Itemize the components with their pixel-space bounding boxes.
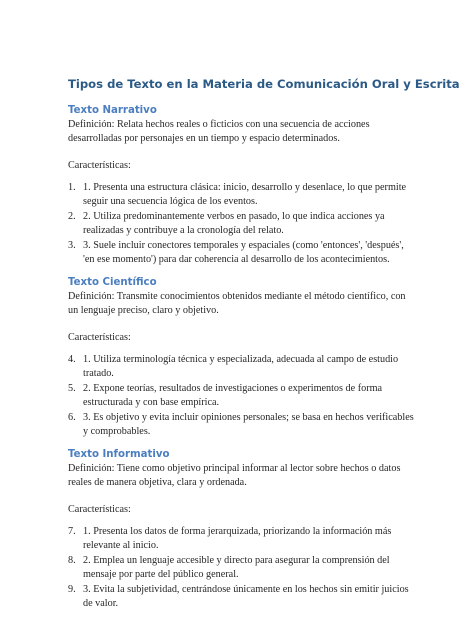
list-item [68, 181, 414, 209]
list-item-number: 2. [68, 211, 76, 222]
list-item-number: 9. [68, 584, 76, 595]
characteristics-label: Características: [68, 160, 131, 171]
section-heading: Texto Informativo [68, 449, 170, 460]
characteristics-list [68, 525, 414, 611]
section-heading: Texto Científico [68, 277, 157, 288]
document-content [68, 76, 460, 619]
section-texto-narrativo [68, 103, 414, 267]
list-item-text: 3. Es objetivo y evita incluir opiniones personales; se basa en hechos verificables y comprobables. [83, 412, 414, 437]
list-item [68, 554, 414, 582]
list-item [68, 239, 414, 267]
characteristics-label: Características: [68, 332, 131, 343]
list-item [68, 382, 414, 410]
document-title: Tipos de Texto en la Materia de Comunicación Oral y Escrita [68, 77, 460, 91]
list-item-text: 2. Utiliza predominantemente verbos en pasado, lo que indica acciones ya realizadas y contribuye a la cronología del relato. [83, 211, 385, 236]
list-item-number: 4. [68, 354, 76, 365]
section-definition: Definición: Tiene como objetivo principal informar al lector sobre hechos o datos reales de manera objetiva, clara y ordenada. [68, 463, 401, 488]
section-definition: Definición: Transmite conocimientos obtenidos mediante el método científico, con un lenguaje preciso, claro y objetivo. [68, 291, 406, 316]
list-item-number: 1. [68, 182, 76, 193]
list-item-number: 6. [68, 412, 76, 423]
list-item [68, 583, 414, 611]
list-item [68, 525, 414, 553]
characteristics-label: Características: [68, 504, 131, 515]
characteristics-list [68, 353, 414, 439]
list-item-number: 8. [68, 555, 76, 566]
list-item-text: 1. Utiliza terminología técnica y especializada, adecuada al campo de estudio tratado. [83, 354, 399, 379]
section-definition: Definición: Relata hechos reales o ficticios con una secuencia de acciones desarrolladas por personajes en un tiempo y espacio determinados. [68, 119, 370, 144]
list-item-text: 1. Presenta los datos de forma jerarquizada, priorizando la información más relevante al inicio. [83, 526, 392, 551]
list-item-text: 2. Emplea un lenguaje accesible y directo para asegurar la comprensión del mensaje por parte del público general. [83, 555, 390, 580]
characteristics-list [68, 181, 414, 267]
list-item-text: 1. Presenta una estructura clásica: inicio, desarrollo y desenlace, lo que permite seguir una secuencia lógica de los eventos. [83, 182, 407, 207]
list-item-number: 7. [68, 526, 76, 537]
section-heading: Texto Narrativo [68, 105, 157, 116]
list-item [68, 411, 414, 439]
list-item-number: 3. [68, 240, 76, 251]
list-item-text: 3. Suele incluir conectores temporales y espaciales (como 'entonces', 'después', 'en ese momento') para dar coherencia al desarrollo de los acontecimientos. [83, 240, 404, 265]
list-item [68, 210, 414, 238]
list-item [68, 353, 414, 381]
section-texto-cientifico [68, 275, 414, 439]
list-item-text: 3. Evita la subjetividad, centrándose únicamente en los hechos sin emitir juicios de valor. [83, 584, 409, 609]
section-texto-informativo [68, 447, 414, 611]
list-item-text: 2. Expone teorías, resultados de investigaciones o experimentos de forma estructurada y con base empírica. [83, 383, 383, 408]
list-item-number: 5. [68, 383, 76, 394]
